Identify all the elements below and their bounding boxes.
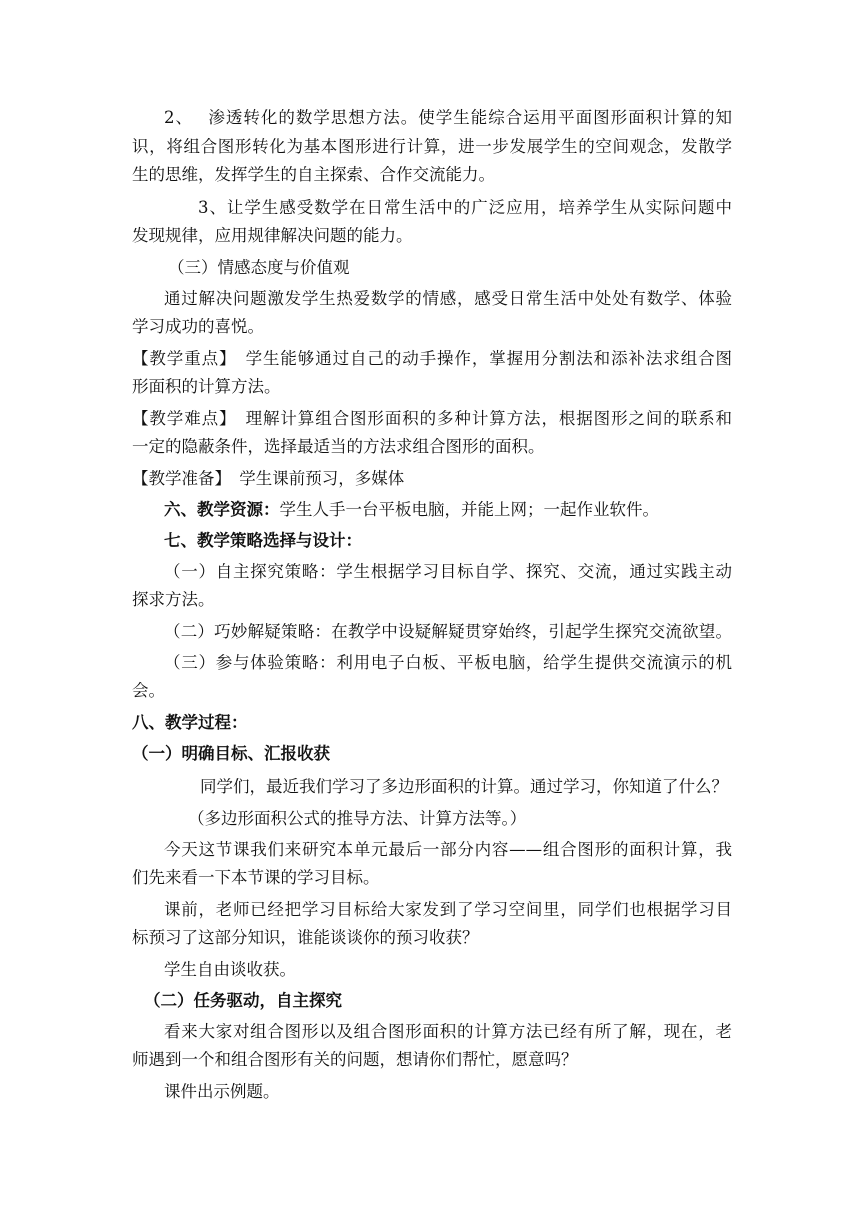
text-line: （二）巧妙解疑策略：在教学中设疑解疑贯穿始终，引起学生探究交流欲望。 xyxy=(164,622,732,641)
text-line: 识，将组合图形转化为基本图形进行计算，进一步发展学生的空间观念，发散学 xyxy=(132,137,732,156)
text-line: 会。 xyxy=(132,681,165,700)
text-line: 课件出示例题。 xyxy=(164,1082,280,1101)
text-line: 2、 渗透转化的数学思想方法。使学生能综合运用平面图形面积计算的知 xyxy=(164,108,732,127)
text-line: 学生自由谈收获。 xyxy=(164,960,296,979)
text-line: 一定的隐蔽条件，选择最适当的方法求组合图形的面积。 xyxy=(132,437,545,456)
text-line: 3、让学生感受数学在日常生活中的广泛应用，培养学生从实际问题中 xyxy=(198,198,732,217)
section-text: 学生人手一台平板电脑，并能上网；一起作业软件。 xyxy=(279,500,659,519)
text-line: 【教学重点】 学生能够通过自己的动手操作，掌握用分割法和添补法求组合图 xyxy=(132,349,732,368)
text-line: 通过解决问题激发学生热爱数学的情感，感受日常生活中处处有数学、体验 xyxy=(164,289,732,308)
text-line: 【教学难点】 理解计算组合图形面积的多种计算方法，根据图形之间的联系和 xyxy=(132,409,732,428)
text-line: （三）情感态度与价值观 xyxy=(168,258,350,277)
text-line: 师遇到一个和组合图形有关的问题，想请你们帮忙，愿意吗？ xyxy=(132,1050,578,1069)
text-line: 同学们，最近我们学习了多边形面积的计算。通过学习，你知道了什么？ xyxy=(200,777,728,796)
text-line: 标预习了这部分知识，谁能谈谈你的预习收获？ xyxy=(132,928,479,947)
text-line xyxy=(164,496,732,524)
text-line: 课前，老师已经把学习目标给大家发到了学习空间里，同学们也根据学习目 xyxy=(164,900,732,919)
text-line: 八、教学过程： xyxy=(132,713,248,732)
text-line: 七、教学策略选择与设计： xyxy=(164,531,362,550)
text-line: 生的思维，发挥学生的自主探索、合作交流能力。 xyxy=(132,165,495,184)
text-line: （一）自主探究策略：学生根据学习目标自学、探究、交流，通过实践主动 xyxy=(164,562,732,581)
text-line: 形面积的计算方法。 xyxy=(132,377,281,396)
text-line: 今天这节课我们来研究本单元最后一部分内容——组合图形的面积计算，我 xyxy=(164,840,732,859)
text-line: （一）明确目标、汇报收获 xyxy=(132,744,330,763)
text-line: （二）任务驱动，自主探究 xyxy=(144,991,342,1010)
section-label: 六、教学资源： xyxy=(164,500,280,519)
text-line: 们先来看一下本节课的学习目标。 xyxy=(132,868,380,887)
text-line: 【教学准备】 学生课前预习，多媒体 xyxy=(132,469,405,488)
text-line: 看来大家对组合图形以及组合图形面积的计算方法已经有所了解，现在，老 xyxy=(164,1022,732,1041)
text-line: 学习成功的喜悦。 xyxy=(132,317,264,336)
text-line: 发现规律，应用规律解决问题的能力。 xyxy=(132,226,413,245)
text-line: （多边形面积公式的推导方法、计算方法等。） xyxy=(188,809,527,828)
text-line: 探求方法。 xyxy=(132,590,215,609)
text-line: （三）参与体验策略：利用电子白板、平板电脑，给学生提供交流演示的机 xyxy=(164,653,732,672)
